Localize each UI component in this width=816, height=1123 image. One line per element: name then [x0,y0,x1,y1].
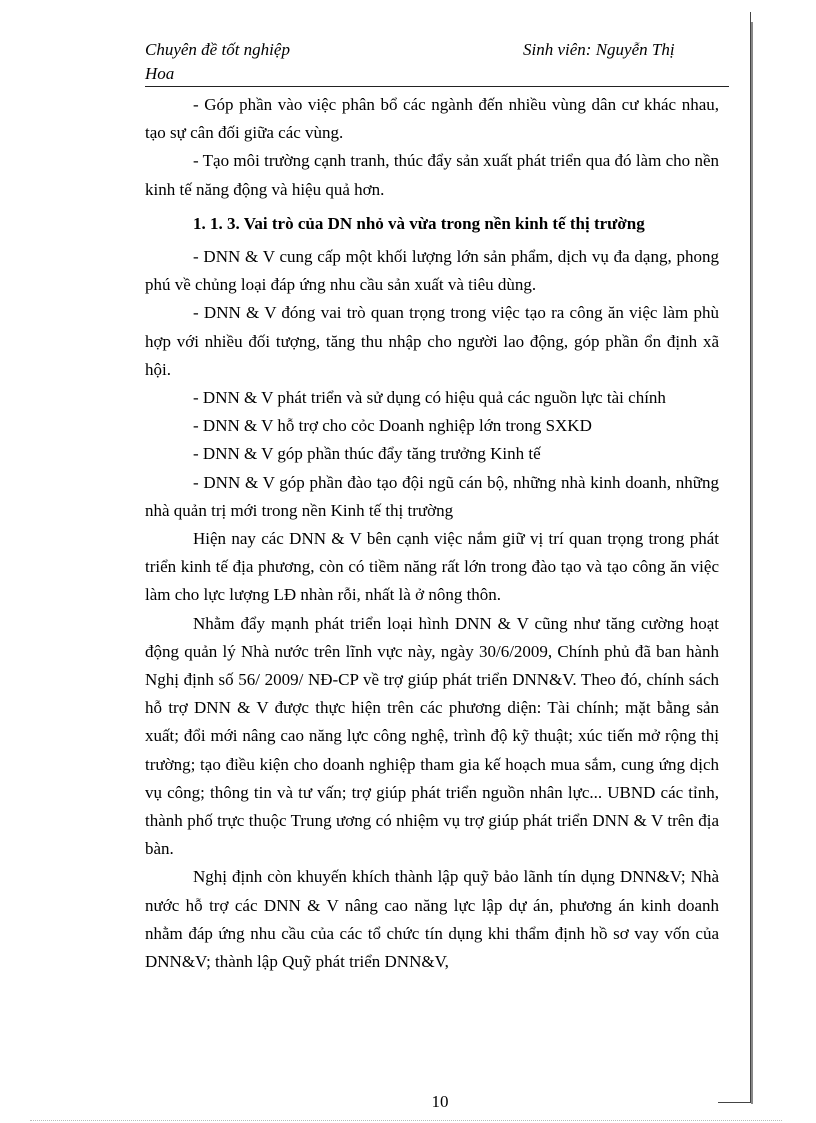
page-border-shadow [751,22,753,1104]
section-heading: 1. 1. 3. Vai trò của DN nhỏ và vừa trong nền kinh tế thị trường [193,213,645,233]
body-paragraph: - DNN & V góp phần đào tạo đội ngũ cán bộ, những nhà kinh doanh, những nhà quản trị mới trong nền Kinh tế thị trường [145,472,719,520]
body-paragraph: - Góp phần vào việc phân bổ các ngành đến nhiều vùng dân cư khác nhau, tạo sự cân đối giữa các vùng. [145,95,719,143]
document-body [145,91,719,976]
body-paragraph: Nghị định còn khuyến khích thành lập quỹ bảo lãnh tín dụng DNN&V; Nhà nước hỗ trợ các DNN & V nâng cao năng lực lập dự án, phương án kinh doanh nhằm đáp ứng nhu cầu của các tổ chức tín dụng khi thẩm định hồ sơ vay vốn của DNN&V; thành lập Quỹ phát triển DNN&V, [145,867,719,972]
body-paragraph: - DNN & V đóng vai trò quan trọng trong việc tạo ra công ăn việc làm phù hợp với nhiều đối tượng, tăng thu nhập cho người lao động, góp phần ổn định xã hội. [145,303,719,379]
page-number: 10 [431,1092,449,1111]
header-title-continuation: Hoa [145,64,175,83]
body-paragraph: Hiện nay các DNN & V bên cạnh việc nắm giữ vị trí quan trọng trong phát triển kinh tế địa phương, còn có tiềm năng rất lớn trong đào tạo và tạo công ăn việc làm cho lực lượng LĐ nhàn rỗi, nhất là ở nông thôn. [145,529,719,605]
header-title [145,38,345,86]
body-paragraph: - DNN & V hỗ trợ cho cỏc Doanh nghiệp lớn trong SXKD [193,416,592,436]
header-title-text: Chuyên đề tốt nghiệp [145,40,290,59]
body-paragraph: - DNN & V cung cấp một khối lượng lớn sản phẩm, dịch vụ đa dạng, phong phú về chủng loại đáp ứng nhu cầu sản xuất và tiêu dùng. [145,247,719,295]
body-paragraph: Nhằm đẩy mạnh phát triển loại hình DNN & V cũng như tăng cường hoạt động quản lý Nhà nước trên lĩnh vực này, ngày 30/6/2009, Chính phủ đã ban hành Nghị định số 56/ 2009/ NĐ-CP về trợ giúp phát triển DNN&V. Theo đó, chính sách hỗ trợ DNN & V được thực hiện trên các phương diện: Tài chính; mặt bằng sản xuất; đổi mới nâng cao năng lực công nghệ, trình độ kỹ thuật; xúc tiến mở rộng thị trường; tạo điều kiện cho doanh nghiệp tham gia kế hoạch mua sắm, cung ứng dịch vụ công; thông tin và tư vấn; trợ giúp phát triển nguồn nhân lực... UBND các tỉnh, thành phố trực thuộc Trung ương có nhiệm vụ trợ giúp phát triển DNN & V trên địa bàn. [145,613,719,859]
body-paragraph: - DNN & V phát triển và sử dụng có hiệu quả các nguồn lực tài chính [193,388,666,408]
page-header [145,38,727,86]
footer-divider [30,1120,782,1121]
header-divider [145,86,729,87]
page-border-frame [718,12,751,1103]
header-author: Sinh viên: Nguyễn Thị [523,40,675,59]
body-paragraph: - Tạo môi trường cạnh tranh, thúc đẩy sản xuất phát triển qua đó làm cho nền kinh tế năng động và hiệu quả hơn. [145,151,719,199]
body-paragraph: - DNN & V góp phần thúc đẩy tăng trưởng Kinh tế [193,444,541,464]
